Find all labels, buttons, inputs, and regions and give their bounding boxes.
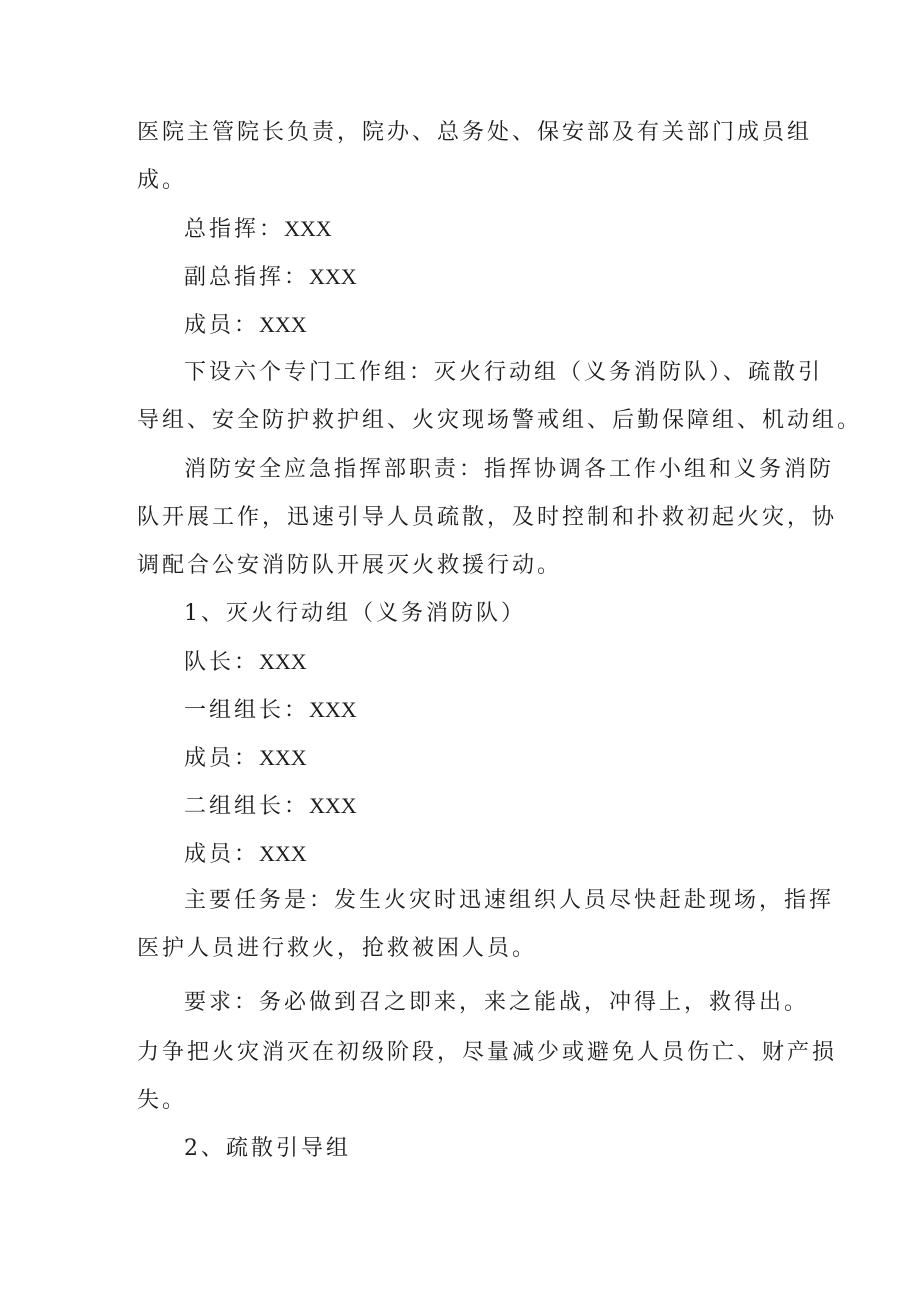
group2-leader-value: XXX [309, 793, 357, 818]
paragraph-line: 下设六个专门工作组：灭火行动组（义务消防队）、疏散引 [184, 360, 824, 385]
paragraph-line: 成。 [137, 168, 188, 193]
paragraph-line: 力争把火灾消灭在初级阶段，尽量减少或避免人员伤亡、财产损 [137, 1040, 838, 1065]
group2-leader-label: 二组组长： [184, 794, 310, 819]
captain-label: 队长： [184, 650, 260, 675]
paragraph-line: 调配合公安消防队开展灭火救援行动。 [137, 553, 563, 578]
captain-value: XXX [259, 649, 307, 674]
members-line [184, 743, 307, 774]
commander-value: XXX [284, 216, 332, 241]
members-label: 成员： [184, 313, 260, 338]
members-label: 成员： [184, 746, 260, 771]
group1-leader-value: XXX [309, 697, 357, 722]
section-heading: 2、疏散引导组 [184, 1136, 351, 1161]
paragraph-line: 队开展工作，迅速引导人员疏散，及时控制和扑救初起火灾，协 [137, 505, 838, 530]
paragraph-line: 医院主管院长负责，院办、总务处、保安部及有关部门成员组 [137, 120, 813, 145]
commander-label: 总指挥： [184, 217, 285, 242]
deputy-commander-value: XXX [309, 264, 357, 289]
group1-leader-line [184, 695, 357, 726]
paragraph-line: 失。 [137, 1088, 188, 1113]
members-line [184, 310, 307, 341]
paragraph-line: 医护人员进行救火，抢救被困人员。 [137, 936, 538, 961]
members-label: 成员： [184, 842, 260, 867]
members-value: XXX [259, 841, 307, 866]
deputy-commander-label: 副总指挥： [184, 265, 310, 290]
paragraph-line: 导组、安全防护救护组、火灾现场警戒组、后勤保障组、机动组。 [137, 408, 863, 433]
deputy-commander-line [184, 262, 357, 293]
group2-leader-line [184, 791, 357, 822]
paragraph-line: 要求：务必做到召之即来，来之能战，冲得上，救得出。 [184, 990, 810, 1015]
group1-leader-label: 一组组长： [184, 698, 310, 723]
paragraph-line: 消防安全应急指挥部职责：指挥协调各工作小组和义务消防 [184, 457, 835, 482]
commander-line [184, 214, 332, 245]
paragraph-line: 主要任务是：发生火灾时迅速组织人员尽快赶赴现场，指挥 [184, 888, 835, 913]
captain-line [184, 647, 307, 678]
members-value: XXX [259, 312, 307, 337]
members-line [184, 839, 307, 870]
members-value: XXX [259, 745, 307, 770]
section-heading: 1、灭火行动组（义务消防队） [184, 601, 526, 626]
